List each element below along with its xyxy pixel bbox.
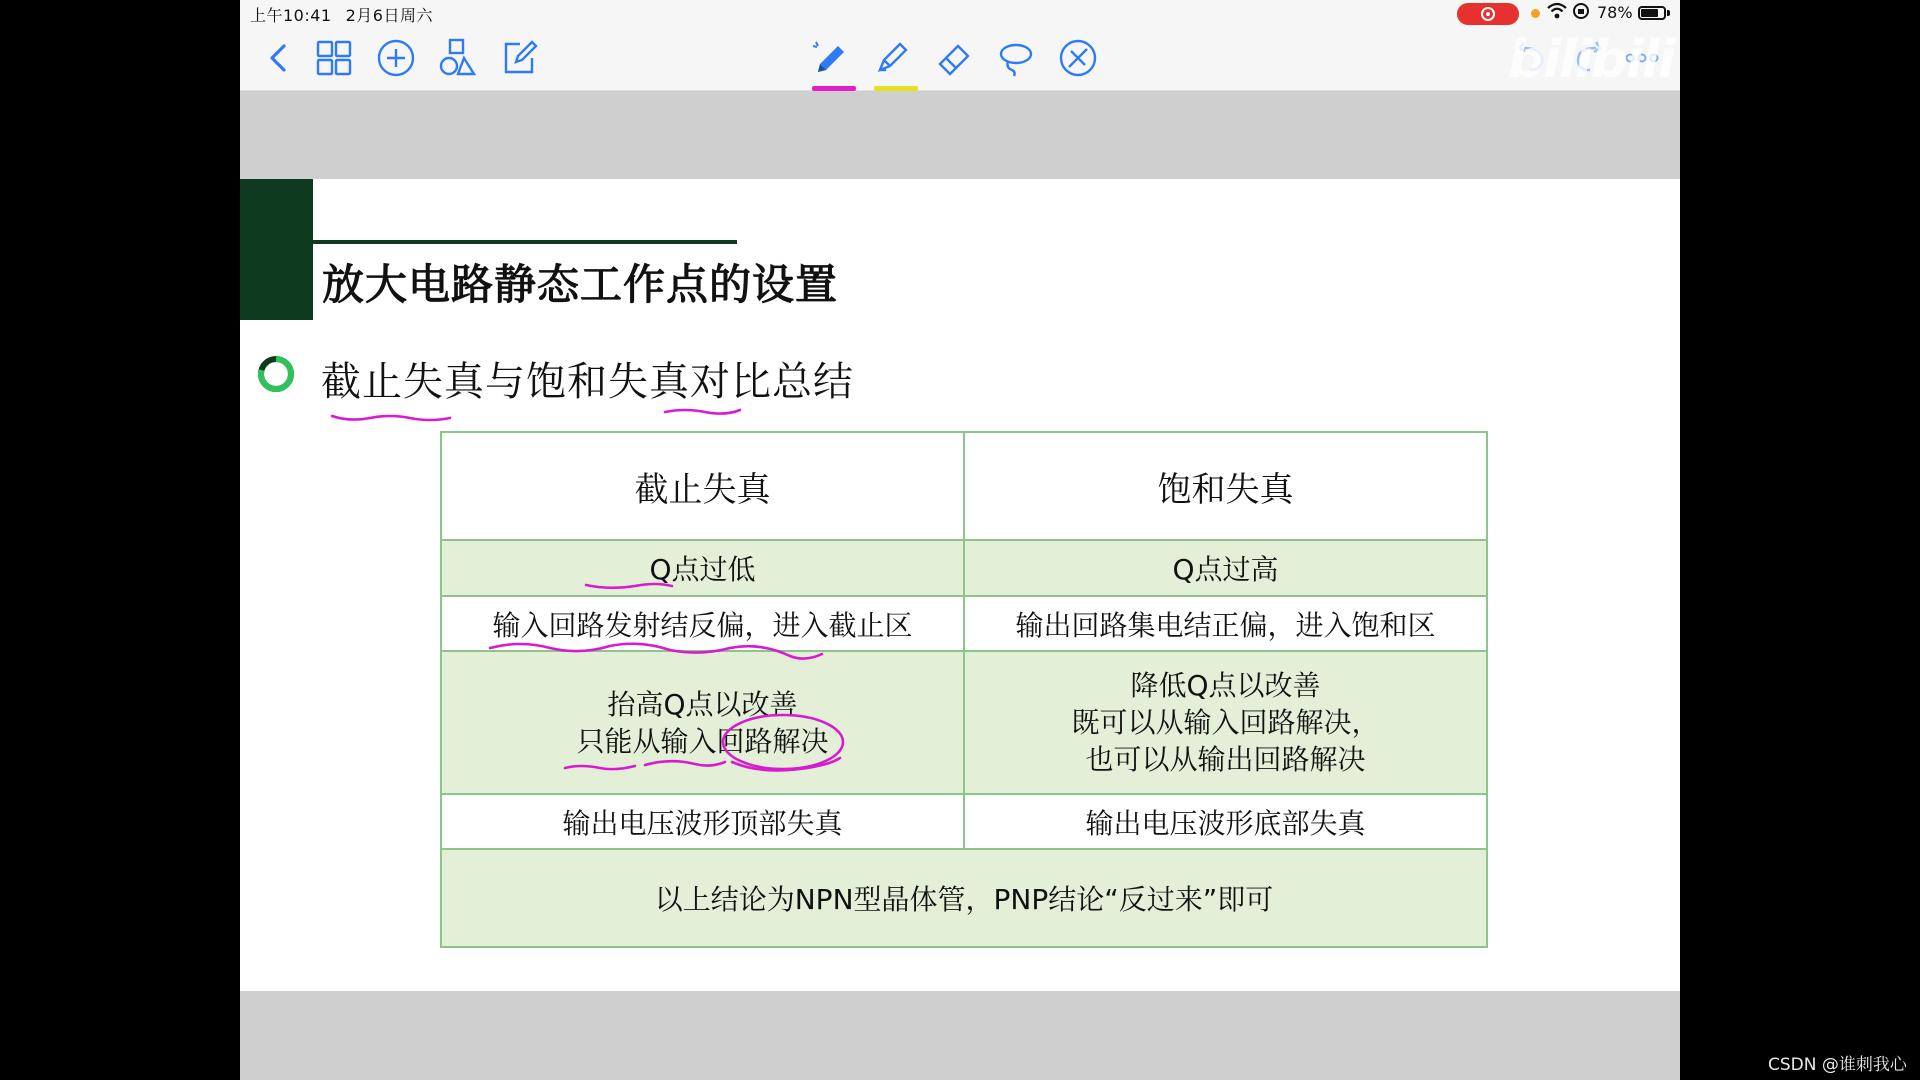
slide-page — [240, 179, 1680, 991]
lasso-tool-button[interactable] — [994, 36, 1038, 80]
clear-tool-button[interactable] — [1056, 36, 1100, 80]
battery-level — [1641, 9, 1658, 17]
table-row — [441, 651, 1487, 794]
status-bar — [240, 0, 1680, 26]
pen-icon — [808, 36, 852, 80]
orientation-lock-icon — [1572, 2, 1590, 24]
battery-tip — [1667, 10, 1670, 16]
comparison-table — [440, 431, 1488, 948]
table-cell — [964, 651, 1487, 794]
highlighter-color-indicator — [874, 86, 918, 91]
table-header-row — [441, 432, 1487, 540]
record-icon — [1481, 7, 1495, 21]
title-accent-line — [313, 240, 737, 244]
cell-line: 既可以从输入回路解决， — [1071, 706, 1380, 739]
highlighter-icon — [870, 36, 914, 80]
table-row — [441, 540, 1487, 596]
notes-toolbar — [240, 26, 1680, 91]
battery-icon — [1638, 6, 1666, 20]
section-subtitle: 截止失真与饱和失真对比总结 — [321, 359, 854, 405]
mic-indicator-dot — [1531, 9, 1540, 18]
table-cell: 输出电压波形底部失真 — [964, 794, 1487, 849]
table-row — [441, 596, 1487, 651]
battery-percent: 78% — [1597, 3, 1633, 22]
table-cell — [441, 651, 964, 794]
eraser-icon — [932, 36, 976, 80]
cell-line: 也可以从输出回路解决 — [1085, 743, 1366, 776]
table-cell: Q点过高 — [964, 540, 1487, 596]
pen-tool-button[interactable] — [808, 36, 852, 80]
table-footer-row — [441, 849, 1487, 947]
cell-line: 只能从输入回路解决 — [576, 724, 829, 758]
table-cell: 输出回路集电结正偏，进入饱和区 — [964, 596, 1487, 651]
bullet-ring-icon — [257, 355, 295, 393]
table-cell: Q点过低 — [441, 540, 964, 596]
credit-watermark: CSDN @谁刺我心 — [1768, 1055, 1907, 1075]
slide-title: 放大电路静态工作点的设置 — [322, 260, 839, 309]
lasso-icon — [994, 36, 1038, 80]
header-cutoff: 截止失真 — [441, 432, 964, 540]
add-circle-icon[interactable] — [374, 36, 418, 80]
header-saturation: 饱和失真 — [964, 432, 1487, 540]
bilibili-watermark: bilibili — [1508, 30, 1674, 90]
status-time: 上午10:41 — [250, 6, 332, 25]
highlighter-tool-button[interactable] — [870, 36, 914, 80]
pen-color-indicator — [812, 86, 856, 91]
table-row — [441, 794, 1487, 849]
back-chevron-icon[interactable] — [258, 36, 302, 80]
cell-line: 抬高Q点以改善 — [607, 687, 798, 721]
title-accent-block — [240, 179, 313, 320]
shapes-icon[interactable] — [436, 36, 480, 80]
edit-icon[interactable] — [498, 36, 542, 80]
table-cell: 输入回路发射结反偏，进入截止区 — [441, 596, 964, 651]
screen-record-indicator[interactable] — [1457, 3, 1519, 25]
cell-line: 降低Q点以改善 — [1130, 669, 1321, 702]
table-footer-note: 以上结论为NPN型晶体管，PNP结论“反过来”即可 — [441, 849, 1487, 947]
ipad-screen — [240, 0, 1680, 1080]
wifi-icon — [1547, 2, 1567, 24]
status-date: 2月6日周六 — [345, 6, 433, 25]
status-time-date — [250, 3, 447, 26]
eraser-tool-button[interactable] — [932, 36, 976, 80]
grid-icon[interactable] — [312, 36, 356, 80]
table-cell: 输出电压波形顶部失真 — [441, 794, 964, 849]
clear-icon — [1056, 36, 1100, 80]
